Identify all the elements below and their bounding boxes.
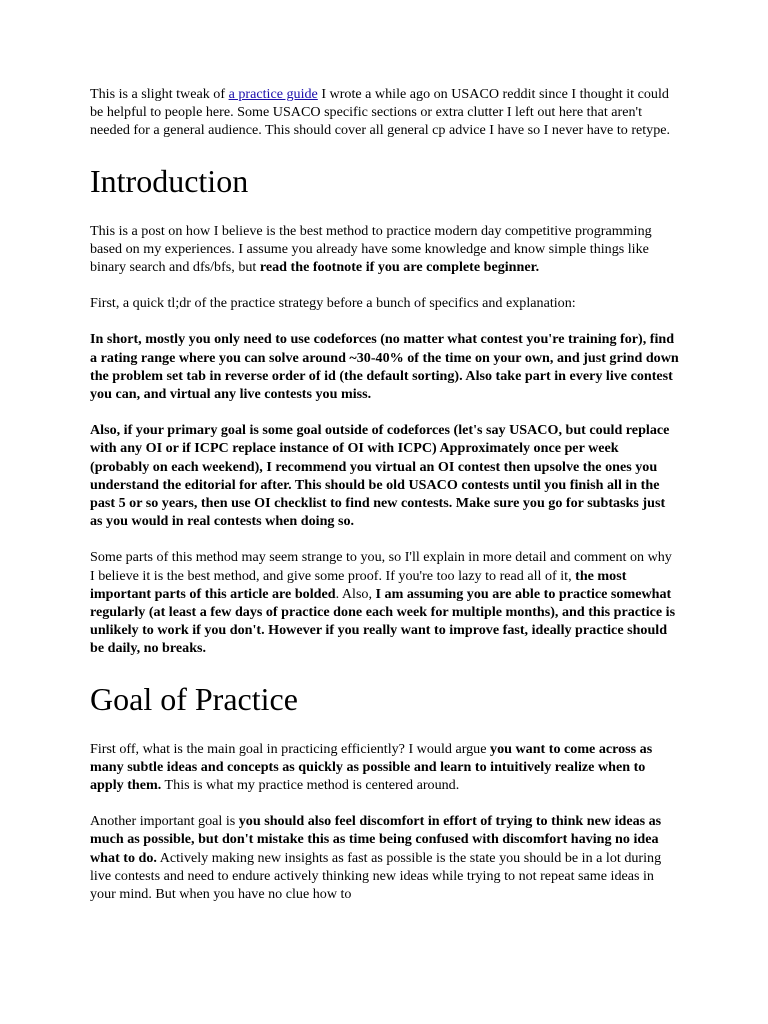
introduction-p5-text-2: . Also, [335,585,376,602]
goal-p2-bold: you should also feel discomfort in effort of trying to think new ideas as much as possible, but don't mistake this as time being confused with discomfort having no idea what to do. [90,813,662,866]
goal-p2-text-1: Another important goal is [90,813,239,830]
introduction-paragraph-3 [90,330,680,403]
introduction-p1-bold: read the footnote if you are complete beginner. [259,259,540,276]
introduction-p1-text: This is a post on how I believe is the best method to practice modern day competitive programming based on my experiences. I assume you already have some knowledge and know simple things like binary search and dfs/bfs, but [90,222,652,276]
introduction-p2-text: First, a quick tl;dr of the practice strategy before a bunch of specifics and explanation: [90,295,576,312]
intro-paragraph [90,85,680,140]
introduction-paragraph-2 [90,294,680,312]
introduction-paragraph-5 [90,548,680,657]
intro-text-after-link: I wrote a while ago on USACO reddit since I thought it could be helpful to people here. Some USACO specific sections or extra clutter I left out here that aren't needed for a general audience. This should cover all general cp advice I have so I never have to retype. [90,86,671,139]
introduction-p5-bold-2: I am assuming you are able to practice somewhat regularly (at least a few days of practice done each week for multiple months), and this practice is unlikely to work if you don't. However if you really want to improve fast, ideally practice should be daily, no breaks. [90,585,676,657]
introduction-heading: Introduction [90,162,249,199]
introduction-p4-bold: Also, if your primary goal is some goal outside of codeforces (let's say USACO, but could replace with any OI or if ICPC replace instance of OI with ICPC) Approximately once per week (probably on each weekend), I recommend you virtual an OI contest then upsolve the ones you understand the editorial for after. This should be old USACO contests until you finish all in the past 5 or so years, then use OI checklist to find new contests. Make sure you go for subtasks just as you would in real contests when doing so. [90,422,670,530]
introduction-p3-bold: In short, mostly you only need to use codeforces (no matter what contest you're training for), find a rating range where you can solve around ~30-40% of the time on your own, and just grind down the problem set tab in reverse order of id (the default sorting). Also take part in every live contest you can, and virtual any live contests you miss. [90,331,679,403]
practice-guide-link[interactable]: a practice guide [228,86,318,102]
introduction-paragraph-1 [90,222,680,277]
goal-p1-text-1: First off, what is the main goal in practicing efficiently? I would argue [90,740,491,757]
intro-text-before-link: This is a slight tweak of [90,86,229,102]
goal-paragraph-2 [90,812,680,903]
introduction-p5-text-1: Some parts of this method may seem strange to you, so I'll explain in more detail and comment on why I believe it is the best method, and give some proof. If you're too lazy to read all of it, [90,549,672,584]
goal-p1-text-2: This is what my practice method is centered around. [161,777,460,794]
goal-p1-bold: you want to come across as many subtle ideas and concepts as quickly as possible and learn to intuitively realize when to apply them. [90,740,653,794]
introduction-paragraph-4 [90,421,680,530]
introduction-p5-bold-1: the most important parts of this article are bolded [90,567,627,602]
goal-paragraph-1 [90,740,680,795]
goal-p2-text-2: Actively making new insights as fast as possible is the state you should be in a lot during live contests and need to endure actively thinking new ideas while trying to not repeat same ideas in your mind. But when you have no clue how to [90,849,662,903]
goal-of-practice-heading: Goal of Practice [90,680,298,717]
article-body [90,85,680,921]
